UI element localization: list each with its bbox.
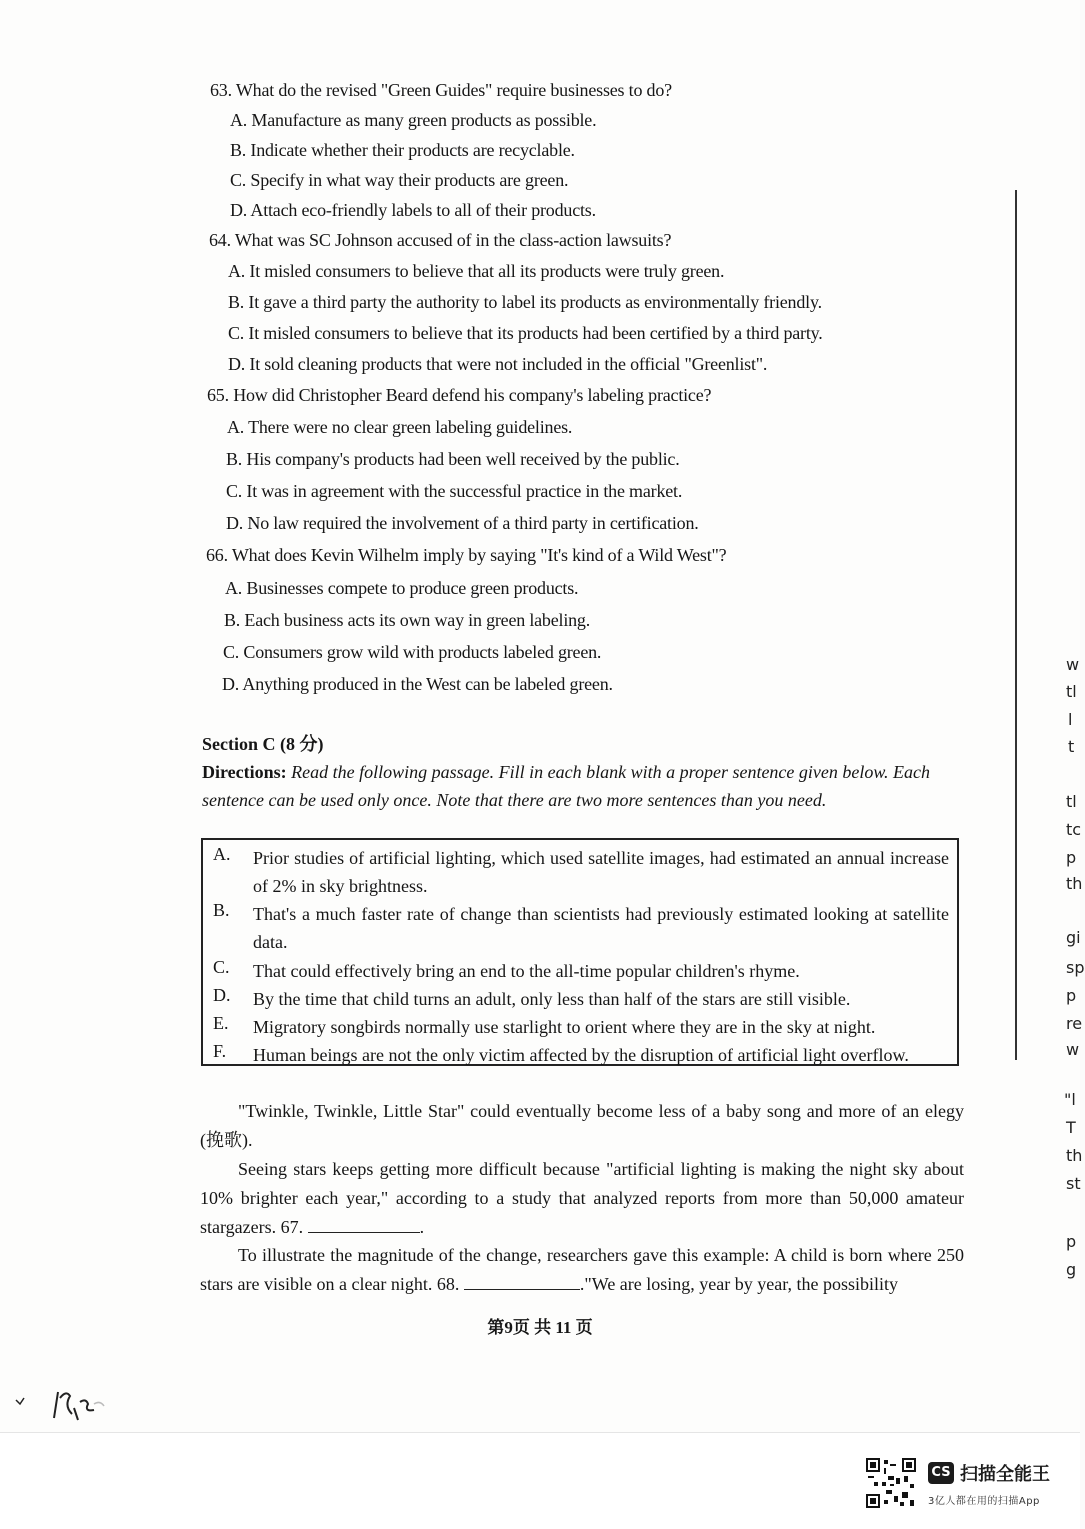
box-item-letter: A. [213,844,231,864]
margin-mark: tc [1066,820,1082,839]
passage-paragraph-3 [200,1241,964,1299]
scanner-watermark-bar [0,1432,1080,1529]
margin-mark: re [1066,1014,1083,1033]
box-item-text: That could effectively bring an end to the all-time popular children's rhyme. [253,961,800,981]
margin-mark: w [1066,1040,1080,1059]
directions-label: Directions: [202,762,287,782]
margin-mark: l [1068,710,1073,729]
blank-68[interactable] [464,1275,580,1290]
box-item-a [203,844,957,900]
passage-paragraph-1: "Twinkle, Twinkle, Little Star" could eventually become less of a baby song and more of an elegy (挽歌). [200,1101,964,1150]
box-item-letter: E. [213,1013,229,1033]
question-66-option-d: D. Anything produced in the West can be labeled green. [222,674,613,694]
question-65-option-d: D. No law required the involvement of a third party in certification. [226,513,699,533]
box-item-text: Human beings are not the only victim affected by the disruption of artificial light overflow. [253,1045,909,1065]
margin-vertical-rule [1015,190,1017,1060]
box-item-b [203,900,957,956]
question-64-option-b: B. It gave a third party the authority to label its products as environmentally friendly. [228,292,822,312]
margin-mark: th [1066,874,1083,893]
page-number-footer: 第9页 共 11 页 [487,1318,593,1337]
question-63-option-c: C. Specify in what way their products are green. [230,170,569,190]
margin-mark: g [1066,1260,1077,1279]
box-item-text: By the time that child turns an adult, only less than half of the stars are still visible. [253,989,851,1009]
qr-code-icon [866,1458,916,1508]
box-item-text: Prior studies of artificial lighting, which used satellite images, had estimated an annual increase of 2% in sky brightness. [253,848,949,896]
box-item-letter: C. [213,957,230,977]
section-c-title: Section C (8 分) [202,734,324,754]
box-item-c [203,957,957,985]
paragraph-2-text: Seeing stars keeps getting more difficult because "artificial lighting is making the night sky about 10% brighter each year," according to a study that analyzed reports from more than 50,000 amateur stargazers. 67. [200,1159,964,1237]
margin-mark: p [1066,848,1077,867]
section-directions [202,758,962,814]
question-63-option-b: B. Indicate whether their products are recyclable. [230,140,575,160]
handwritten-scribble [14,1384,114,1428]
box-item-text: Migratory songbirds normally use starlight to orient where they are in the sky at night. [253,1017,876,1037]
question-66-option-a: A. Businesses compete to produce green products. [225,578,579,598]
margin-mark: st [1066,1174,1081,1193]
scanner-tagline: 3亿人都在用的扫描App [928,1496,1040,1507]
margin-mark: tl [1066,682,1077,701]
question-64-option-c: C. It misled consumers to believe that its products had been certified by a third party. [228,323,823,343]
paragraph-3-end: ."We are losing, year by year, the possibility [579,1274,899,1294]
box-item-f [203,1041,957,1069]
blank-67[interactable] [308,1218,420,1233]
box-item-letter: B. [213,900,230,920]
margin-mark: sp [1066,958,1085,977]
question-65-option-a: A. There were no clear green labeling guidelines. [227,417,573,437]
question-65-option-c: C. It was in agreement with the successful practice in the market. [226,481,683,501]
margin-mark: p [1066,986,1077,1005]
margin-mark: T [1066,1118,1076,1137]
margin-mark: p [1066,1232,1077,1251]
question-64-stem: 64. What was SC Johnson accused of in the class-action lawsuits? [209,230,672,250]
margin-mark: gi [1066,928,1081,947]
box-item-letter: F. [213,1041,227,1061]
question-64-option-d: D. It sold cleaning products that were not included in the official "Greenlist". [228,354,768,374]
margin-mark: t [1068,737,1075,756]
question-63-option-a: A. Manufacture as many green products as possible. [230,110,597,130]
scanner-logo-icon: CS [928,1462,954,1484]
margin-mark: tl [1066,792,1077,811]
question-66-option-b: B. Each business acts its own way in green labeling. [224,610,591,630]
question-66-option-c: C. Consumers grow wild with products labeled green. [223,642,602,662]
sentence-options-box [201,838,959,1066]
paragraph-2-end: . [419,1217,425,1237]
margin-mark: w [1066,655,1080,674]
box-item-e [203,1013,957,1041]
margin-mark: th [1066,1146,1083,1165]
margin-mark: "l [1064,1090,1076,1109]
box-item-d [203,985,957,1013]
box-item-letter: D. [213,985,231,1005]
paragraph-3-text: To illustrate the magnitude of the change, researchers gave this example: A child is born where 250 stars are visible on a clear night. 68. [200,1245,964,1294]
question-63-stem: 63. What do the revised "Green Guides" require businesses to do? [210,80,672,100]
scanner-app-name: 扫描全能王 [960,1464,1050,1485]
box-item-text: That's a much faster rate of change than scientists had previously estimated looking at satellite data. [253,904,949,952]
question-65-stem: 65. How did Christopher Beard defend his company's labeling practice? [207,385,712,405]
question-64-option-a: A. It misled consumers to believe that all its products were truly green. [228,261,725,281]
question-65-option-b: B. His company's products had been well received by the public. [226,449,680,469]
passage-paragraph-2 [200,1155,964,1242]
directions-text: Read the following passage. Fill in each blank with a proper sentence given below. Each sentence can be used only once. Note that there are two more sentences than you need. [202,762,931,810]
question-63-option-d: D. Attach eco-friendly labels to all of their products. [230,200,596,220]
question-66-stem: 66. What does Kevin Wilhelm imply by saying "It's kind of a Wild West"? [206,545,727,565]
